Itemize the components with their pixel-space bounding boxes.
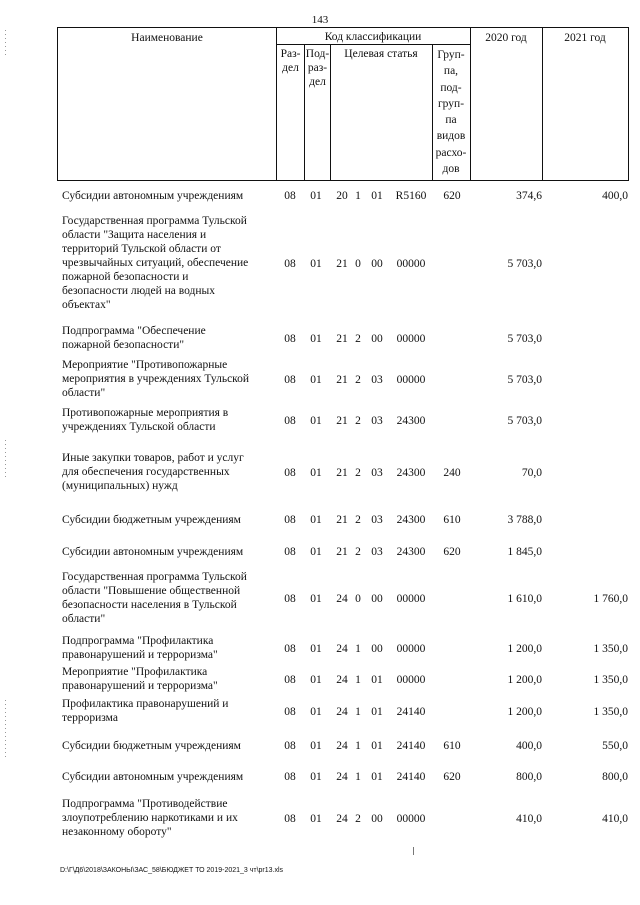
row-target-activity: 00 xyxy=(371,333,383,345)
header-year-2021: 2021 год xyxy=(564,32,606,44)
row-name: Противопожарные мероприятия в учреждениях Тульской области xyxy=(62,407,229,433)
table-row xyxy=(60,189,630,203)
row-name: Субсидии автономным учреждениям xyxy=(62,546,244,558)
row-target-direction: 00000 xyxy=(396,674,426,686)
row-podrazdel: 01 xyxy=(310,258,322,270)
margin-scan-marks xyxy=(5,700,6,760)
table-row xyxy=(60,545,630,559)
table-row xyxy=(60,358,630,400)
row-razdel: 08 xyxy=(284,546,296,558)
row-razdel: 08 xyxy=(284,813,296,825)
table-row xyxy=(60,739,630,753)
row-group: 610 xyxy=(443,514,461,526)
row-name: Субсидии бюджетным учреждениям xyxy=(62,740,241,752)
header-podrazdel: Под- раз- дел xyxy=(305,48,330,88)
row-target-program: 24 xyxy=(336,740,348,752)
row-group: 620 xyxy=(443,546,461,558)
row-target-program: 21 xyxy=(336,467,348,479)
row-razdel: 08 xyxy=(284,415,296,427)
row-group: 610 xyxy=(443,740,461,752)
row-amount-2020: 410,0 xyxy=(516,813,542,825)
row-target-activity: 03 xyxy=(371,374,383,386)
row-target-program: 24 xyxy=(336,813,348,825)
row-target-activity: 01 xyxy=(371,771,383,783)
scan-mark xyxy=(413,847,414,855)
row-group: 240 xyxy=(443,467,461,479)
row-razdel: 08 xyxy=(284,374,296,386)
row-target-subprogram: 0 xyxy=(355,258,361,270)
row-target-activity: 03 xyxy=(371,546,383,558)
row-target-direction: 00000 xyxy=(396,258,426,270)
row-target-activity: 00 xyxy=(371,643,383,655)
row-name: Мероприятие "Противопожарные мероприятия в учреждениях Тульской области" xyxy=(62,359,250,399)
row-name: Профилактика правонарушений и терроризма xyxy=(62,698,229,724)
row-target-program: 24 xyxy=(336,706,348,718)
row-target-subprogram: 2 xyxy=(355,546,361,558)
footer-file-path: D:\Г\Д6\2018\ЗАКОНЫ\ЗАС_58\БЮДЖЕТ ТО 2019-2021_3 чт\pr13.xls xyxy=(60,867,284,874)
row-target-direction: 24300 xyxy=(396,546,426,558)
row-amount-2020: 5 703,0 xyxy=(507,374,542,386)
table-row xyxy=(60,570,630,626)
row-group: 620 xyxy=(443,190,461,202)
row-name: Субсидии автономным учреждениям xyxy=(62,771,244,783)
row-target-direction: 24300 xyxy=(396,514,426,526)
table-row xyxy=(60,797,630,839)
row-amount-2020: 5 703,0 xyxy=(507,333,542,345)
row-amount-2020: 70,0 xyxy=(521,467,542,479)
table-row xyxy=(60,214,630,312)
row-razdel: 08 xyxy=(284,643,296,655)
row-podrazdel: 01 xyxy=(310,333,322,345)
row-target-direction: 24140 xyxy=(396,771,426,783)
row-target-direction: 24300 xyxy=(396,415,426,427)
table-row xyxy=(60,451,630,493)
row-name: Мероприятие "Профилактика правонарушений и терроризма" xyxy=(62,666,218,692)
table-row xyxy=(60,324,630,352)
row-name: Субсидии бюджетным учреждениям xyxy=(62,514,241,526)
row-target-direction: 00000 xyxy=(396,374,426,386)
margin-scan-marks xyxy=(5,30,6,55)
row-target-activity: 01 xyxy=(371,740,383,752)
row-target-subprogram: 1 xyxy=(355,674,361,686)
table-header xyxy=(57,27,629,181)
row-amount-2021: 800,0 xyxy=(602,771,628,783)
row-name: Субсидии автономным учреждениям xyxy=(62,190,244,202)
row-amount-2020: 1 200,0 xyxy=(507,706,542,718)
row-amount-2020: 374,6 xyxy=(516,190,542,202)
row-group: 620 xyxy=(443,771,461,783)
row-podrazdel: 01 xyxy=(310,190,322,202)
row-target-activity: 03 xyxy=(371,415,383,427)
row-razdel: 08 xyxy=(284,706,296,718)
row-razdel: 08 xyxy=(284,514,296,526)
page-number: 143 xyxy=(311,14,329,26)
row-target-subprogram: 2 xyxy=(355,514,361,526)
header-code-group: Код классификации xyxy=(324,31,422,43)
row-amount-2020: 1 200,0 xyxy=(507,643,542,655)
row-target-subprogram: 1 xyxy=(355,740,361,752)
row-razdel: 08 xyxy=(284,771,296,783)
row-target-activity: 00 xyxy=(371,258,383,270)
table-row xyxy=(60,634,630,662)
row-target-direction: 00000 xyxy=(396,643,426,655)
row-podrazdel: 01 xyxy=(310,740,322,752)
row-amount-2021: 1 350,0 xyxy=(593,674,628,686)
row-target-direction: 24140 xyxy=(396,740,426,752)
row-target-direction: 00000 xyxy=(396,813,426,825)
row-target-subprogram: 1 xyxy=(355,706,361,718)
row-name: Государственная программа Тульской области "Защита населения и территорий Тульской области от чрезвычайных ситуаций, обеспечение пожарной безопасности и безопасности людей на водных объектах" xyxy=(62,215,249,311)
row-razdel: 08 xyxy=(284,674,296,686)
row-target-program: 21 xyxy=(336,514,348,526)
row-podrazdel: 01 xyxy=(310,514,322,526)
row-amount-2020: 1 610,0 xyxy=(507,593,542,605)
row-amount-2020: 5 703,0 xyxy=(507,258,542,270)
row-target-program: 21 xyxy=(336,415,348,427)
table-row xyxy=(60,665,630,693)
row-target-subprogram: 2 xyxy=(355,467,361,479)
row-target-program: 24 xyxy=(336,674,348,686)
row-target-subprogram: 1 xyxy=(355,643,361,655)
row-amount-2021: 400,0 xyxy=(602,190,628,202)
table-row xyxy=(60,513,630,527)
row-amount-2021: 410,0 xyxy=(602,813,628,825)
row-podrazdel: 01 xyxy=(310,593,322,605)
row-target-program: 21 xyxy=(336,546,348,558)
margin-scan-marks xyxy=(5,440,6,480)
row-amount-2021: 1 760,0 xyxy=(593,593,628,605)
row-amount-2020: 1 845,0 xyxy=(507,546,542,558)
row-target-subprogram: 1 xyxy=(355,771,361,783)
row-razdel: 08 xyxy=(284,740,296,752)
row-razdel: 08 xyxy=(284,467,296,479)
row-target-activity: 01 xyxy=(371,706,383,718)
row-razdel: 08 xyxy=(284,593,296,605)
row-target-program: 24 xyxy=(336,643,348,655)
row-podrazdel: 01 xyxy=(310,374,322,386)
row-target-direction: 24140 xyxy=(396,706,426,718)
row-name: Подпрограмма "Профилактика правонарушений и терроризма" xyxy=(62,635,218,661)
row-target-activity: 01 xyxy=(371,674,383,686)
row-amount-2020: 800,0 xyxy=(516,771,542,783)
row-amount-2020: 400,0 xyxy=(516,740,542,752)
row-target-direction: 00000 xyxy=(396,333,426,345)
row-podrazdel: 01 xyxy=(310,415,322,427)
row-podrazdel: 01 xyxy=(310,467,322,479)
row-target-program: 24 xyxy=(336,593,348,605)
row-podrazdel: 01 xyxy=(310,771,322,783)
row-razdel: 08 xyxy=(284,190,296,202)
row-podrazdel: 01 xyxy=(310,674,322,686)
row-amount-2020: 3 788,0 xyxy=(507,514,542,526)
row-target-direction: 24300 xyxy=(396,467,426,479)
row-amount-2020: 1 200,0 xyxy=(507,674,542,686)
table-row xyxy=(60,697,630,725)
row-target-subprogram: 2 xyxy=(355,813,361,825)
row-target-program: 21 xyxy=(336,258,348,270)
row-target-program: 24 xyxy=(336,771,348,783)
row-target-subprogram: 0 xyxy=(355,593,361,605)
row-target-activity: 03 xyxy=(371,514,383,526)
row-podrazdel: 01 xyxy=(310,706,322,718)
row-target-program: 20 xyxy=(336,190,348,202)
row-name: Иные закупки товаров, работ и услуг для обеспечения государственных (муниципальных) нужд xyxy=(62,452,244,492)
row-target-direction: 00000 xyxy=(396,593,426,605)
table-row xyxy=(60,406,630,434)
row-target-program: 21 xyxy=(336,333,348,345)
row-amount-2021: 550,0 xyxy=(602,740,628,752)
row-target-activity: 01 xyxy=(371,190,383,202)
row-podrazdel: 01 xyxy=(310,643,322,655)
row-name: Государственная программа Тульской области "Повышение общественной безопасности населения в Тульской области" xyxy=(62,571,247,625)
header-group: Груп- па, под- груп- па видов расхо- дов xyxy=(435,49,467,176)
table-row xyxy=(60,770,630,784)
header-target: Целевая статья xyxy=(344,48,418,60)
row-target-subprogram: 1 xyxy=(355,190,361,202)
header-razdel: Раз- дел xyxy=(280,48,301,74)
row-target-subprogram: 2 xyxy=(355,333,361,345)
row-name: Подпрограмма "Противодействие злоупотреблению наркотиками и их незаконному обороту" xyxy=(62,798,238,838)
row-target-activity: 00 xyxy=(371,813,383,825)
header-name: Наименование xyxy=(131,32,203,44)
row-podrazdel: 01 xyxy=(310,813,322,825)
row-target-activity: 03 xyxy=(371,467,383,479)
row-target-activity: 00 xyxy=(371,593,383,605)
row-target-direction: R5160 xyxy=(395,190,427,202)
row-amount-2021: 1 350,0 xyxy=(593,706,628,718)
header-year-2020: 2020 год xyxy=(485,32,527,44)
row-amount-2021: 1 350,0 xyxy=(593,643,628,655)
row-podrazdel: 01 xyxy=(310,546,322,558)
row-name: Подпрограмма "Обеспечение пожарной безопасности" xyxy=(62,325,206,351)
row-razdel: 08 xyxy=(284,333,296,345)
row-amount-2020: 5 703,0 xyxy=(507,415,542,427)
row-target-subprogram: 2 xyxy=(355,415,361,427)
row-target-subprogram: 2 xyxy=(355,374,361,386)
row-razdel: 08 xyxy=(284,258,296,270)
row-target-program: 21 xyxy=(336,374,348,386)
